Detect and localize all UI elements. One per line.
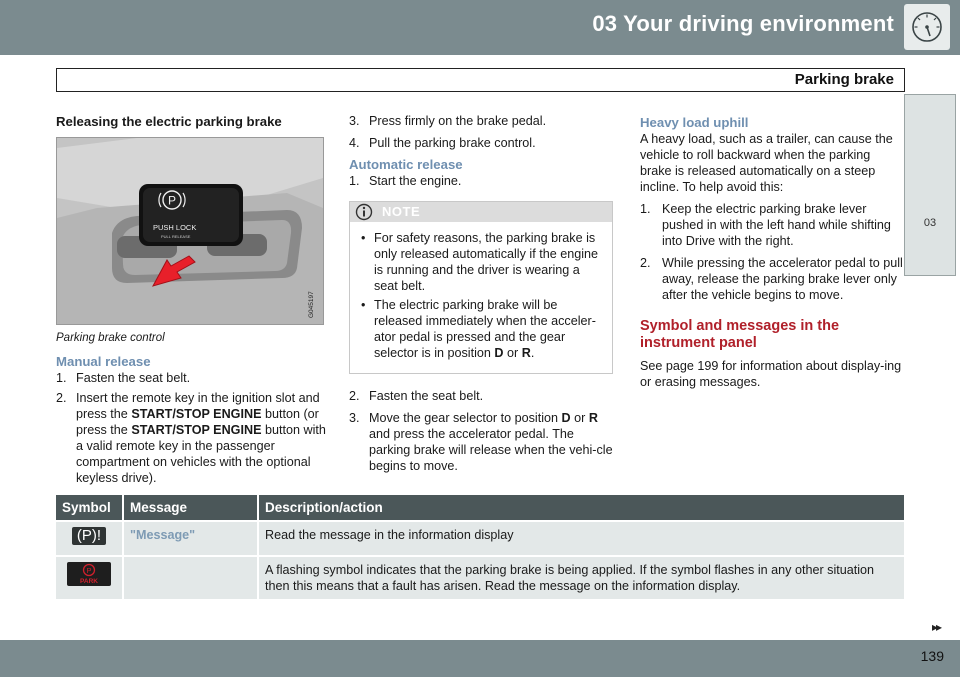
step-text: While pressing the accelerator pedal to pull away, release the parking brake lever only after the vehicle begins to move. — [662, 256, 903, 302]
info-icon — [355, 203, 373, 221]
step-number: 2. — [56, 391, 67, 405]
step-text: button with a valid remote key in the passenger compartment on vehicles with the optional keyless drive). — [76, 423, 326, 485]
heading-releasing: Releasing the electric parking brake — [56, 114, 282, 129]
step-text: Keep the electric parking brake lever pushed in with the left hand while shifting into Drive with the right. — [662, 202, 891, 248]
photo-code: G045197 — [308, 291, 315, 318]
heavy-load-text: A heavy load, such as a trailer, can cause the vehicle to roll backward when the parking brake is released automatically on a steep incline. To help avoid this: — [640, 132, 893, 194]
step-number: 4. — [349, 136, 360, 150]
bold-term: START/STOP ENGINE — [131, 407, 262, 421]
bullet-text: or — [503, 346, 522, 360]
list-item — [56, 370, 326, 386]
step-text: Move the gear selector to position — [369, 411, 562, 425]
bullet-text: For safety reasons, the parking brake is only released automatically if the engine is running and the driver is wearing a seat belt. — [374, 231, 599, 293]
bullet-icon: • — [361, 231, 366, 245]
svg-text:P: P — [167, 193, 177, 208]
parking-brake-warning-icon: (P)! — [72, 527, 106, 545]
heavy-steps — [640, 201, 904, 303]
column-1 — [56, 114, 326, 486]
bullet-icon: • — [361, 298, 366, 312]
list-item — [360, 230, 602, 294]
symbol-text: See page 199 for information about display-ing or erasing messages. — [640, 359, 902, 389]
note-label: NOTE — [382, 204, 421, 219]
col-header-message: Message — [123, 495, 258, 521]
step-text: Start the engine. — [369, 174, 462, 188]
bullet-text: . — [530, 346, 535, 360]
next-page-arrows[interactable]: ▸▸ — [931, 620, 940, 634]
step-number: 2. — [640, 256, 651, 270]
photo-button-subtext: PULL RELEASE — [161, 234, 191, 239]
manual-steps — [56, 370, 326, 486]
description-cell: Read the message in the information display — [258, 521, 904, 556]
bold-term: START/STOP ENGINE — [131, 423, 262, 437]
message-cell — [123, 521, 258, 556]
heading-heavy-load: Heavy load uphill — [640, 115, 749, 130]
list-item — [360, 297, 602, 361]
bold-term: R — [588, 411, 598, 425]
step-text: button (or press the — [76, 407, 319, 437]
step-number: 3. — [349, 411, 360, 425]
photo-caption: Parking brake control — [56, 332, 165, 344]
side-tab-label: 03 — [923, 217, 937, 229]
note-body — [350, 222, 612, 373]
bold-term: D — [494, 346, 504, 360]
step-text: Fasten the seat belt. — [76, 371, 191, 385]
park-symbol-icon — [67, 562, 111, 586]
list-item — [349, 173, 613, 189]
step-number: 1. — [640, 202, 651, 216]
column-2 — [349, 113, 613, 474]
table-row — [56, 556, 904, 599]
list-item — [56, 390, 326, 486]
park-symbol-label: PARK — [80, 578, 98, 585]
photo-button-text: PUSH LOCK — [153, 223, 197, 232]
parking-brake-photo — [56, 137, 324, 325]
symbol-cell — [56, 556, 123, 599]
list-item — [349, 135, 613, 151]
heading-symbol-messages: Symbol and messages in the instrument panel — [640, 318, 840, 351]
message-cell — [123, 556, 258, 599]
chapter-side-tab[interactable] — [904, 94, 956, 276]
note-box — [349, 201, 613, 374]
section-title: Parking brake — [794, 71, 894, 88]
heading-automatic-release: Automatic release — [349, 157, 463, 172]
step-text: or — [570, 411, 589, 425]
step-text: and press the accelerator pedal. The parking brake will release when the vehi-cle begins to move. — [369, 427, 613, 473]
messages-table — [56, 495, 904, 599]
steps-bottom — [349, 388, 613, 474]
column-3 — [640, 115, 904, 390]
table-header-row — [56, 495, 904, 521]
svg-text:P: P — [86, 566, 92, 575]
step-number: 3. — [349, 114, 360, 128]
step-number: 1. — [56, 371, 67, 385]
bold-term: R — [521, 346, 531, 360]
page-number: 139 — [920, 648, 944, 664]
col-header-description: Description/action — [258, 495, 904, 521]
step-text: Insert the remote key in the ignition slot and press the — [76, 391, 320, 421]
bold-term: D — [561, 411, 571, 425]
note-bullets — [360, 230, 602, 361]
step-text: Fasten the seat belt. — [369, 389, 484, 403]
header-bar — [0, 0, 960, 55]
bullet-text: The electric parking brake will be released immediately when the acceler-ator pedal is pressed and the gear selector is in position — [374, 298, 596, 360]
symbol-cell — [56, 521, 123, 556]
step-text: Press firmly on the brake pedal. — [369, 114, 547, 128]
heading-manual-release: Manual release — [56, 354, 151, 369]
list-item — [349, 388, 613, 404]
step-text: Pull the parking brake control. — [369, 136, 536, 150]
auto-steps — [349, 173, 613, 189]
col-header-symbol: Symbol — [56, 495, 123, 521]
list-item — [349, 113, 613, 129]
note-header — [350, 202, 612, 222]
step-number: 2. — [349, 389, 360, 403]
step-number: 1. — [349, 174, 360, 188]
section-bar — [56, 68, 905, 92]
list-item — [640, 201, 904, 249]
description-cell: A flashing symbol indicates that the parking brake is being applied. If the symbol flashes in any other situation then this means that a fault has arisen. Read the message on the information display. — [258, 556, 904, 599]
chapter-title: 03 Your driving environment — [592, 11, 894, 36]
message-text: "Message" — [130, 528, 196, 542]
table-row — [56, 521, 904, 556]
steps-top — [349, 113, 613, 151]
footer-bar — [0, 640, 960, 677]
list-item — [349, 410, 613, 474]
list-item — [640, 255, 904, 303]
speedometer-icon — [904, 4, 950, 50]
